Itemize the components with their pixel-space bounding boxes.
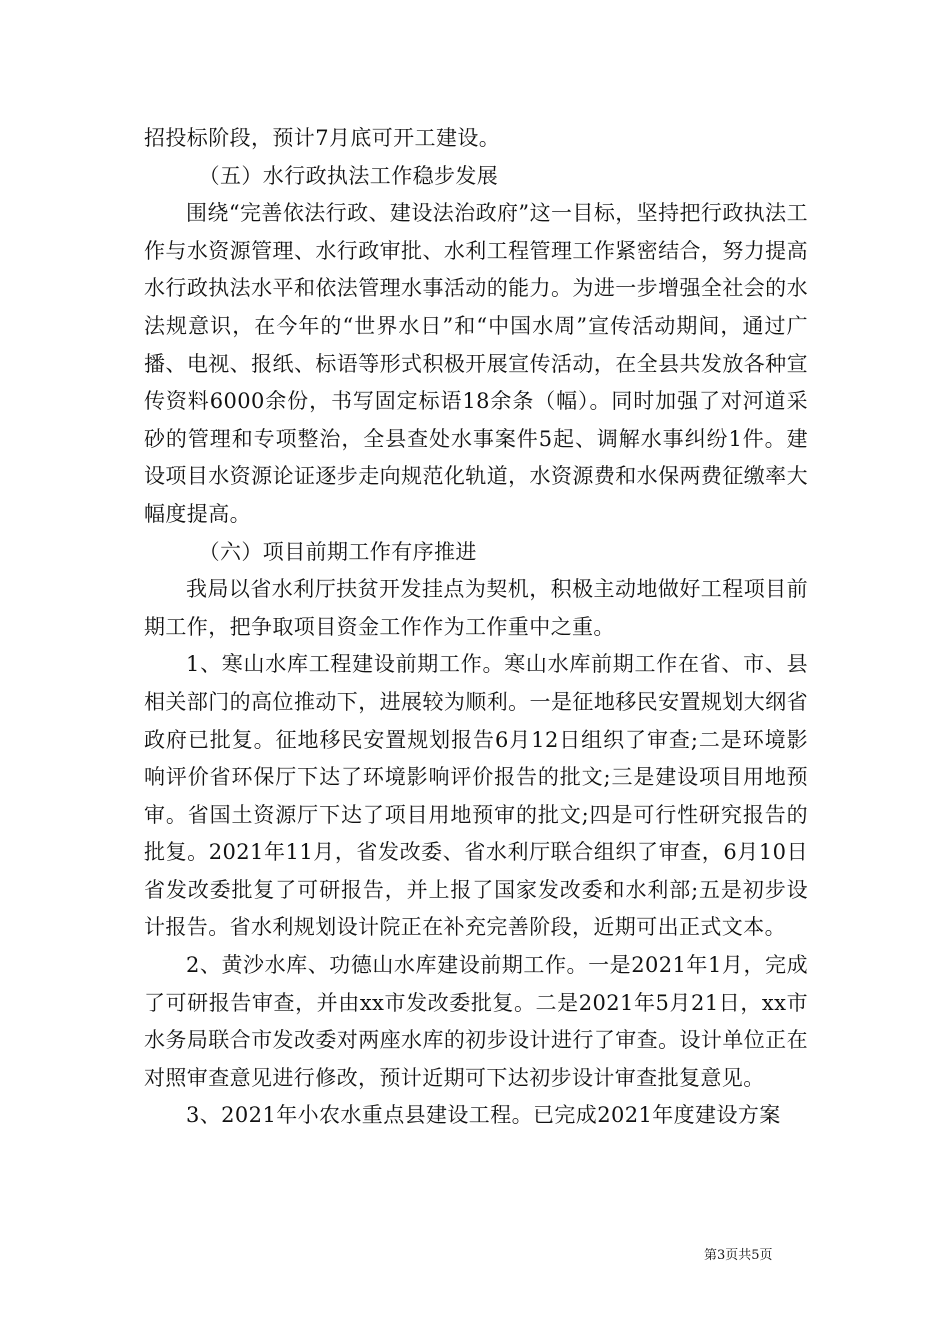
section-heading-five: （五）水行政执法工作稳步发展 xyxy=(198,163,499,188)
paragraph-continuation: 招投标阶段，预计7月底可开工建设。 xyxy=(144,126,501,150)
section-heading-six: （六）项目前期工作有序推进 xyxy=(198,539,477,564)
paragraph-project-intro: 我局以省水利厅扶贫开发挂点为契机，积极主动地做好工程项目前期工作，把争取项目资金工作作为工作重中之重。 xyxy=(144,577,808,639)
document-body xyxy=(144,120,808,1135)
paragraph-law-enforcement: 围绕“完善依法行政、建设法治政府”这一目标，坚持把行政执法工作与水资源管理、水行政审批、水利工程管理工作紧密结合，努力提高水行政执法水平和依法管理水事活动的能力。为进一步增强全社会的水法规意识，在今年的“世界水日”和“中国水周”宣传活动期间，通过广播、电视、报纸、标语等形式积极开展宣传活动，在全县共发放各种宣传资料6000余份，书写固定标语18余条（幅）。同时加强了对河道采砂的管理和专项整治，全县查处水事案件5起、调解水事纠纷1件。建设项目水资源论证逐步走向规范化轨道，水资源费和水保两费征缴率大幅度提高。 xyxy=(144,201,808,526)
paragraph-hanshan-reservoir: 1、寒山水库工程建设前期工作。寒山水库前期工作在省、市、县相关部门的高位推动下，进展较为顺利。一是征地移民安置规划大纲省政府已批复。征地移民安置规划报告6月12日组织了审查;二是环境影响评价省环保厅下达了环境影响评价报告的批文;三是建设项目用地预审。省国土资源厅下达了项目用地预审的批文;四是可行性研究报告的批复。2021年11月，省发改委、省水利厅联合组织了审查，6月10日省发改委批复了可研报告，并上报了国家发改委和水利部;五是初步设计报告。省水利规划设计院正在补充完善阶段，近期可出正式文本。 xyxy=(144,652,808,940)
page-number-footer: 第3页共5页 xyxy=(704,1248,773,1263)
paragraph-small-irrigation: 3、2021年小农水重点县建设工程。已完成2021年度建设方案 xyxy=(186,1103,781,1128)
paragraph-huangsha-reservoir: 2、黄沙水库、功德山水库建设前期工作。一是2021年1月，完成了可研报告审查，并由xx市发改委批复。二是2021年5月21日，xx市水务局联合市发改委对两座水库的初步设计进行了审查。设计单位正在对照审查意见进行修改，预计近期可下达初步设计审查批复意见。 xyxy=(144,953,808,1090)
